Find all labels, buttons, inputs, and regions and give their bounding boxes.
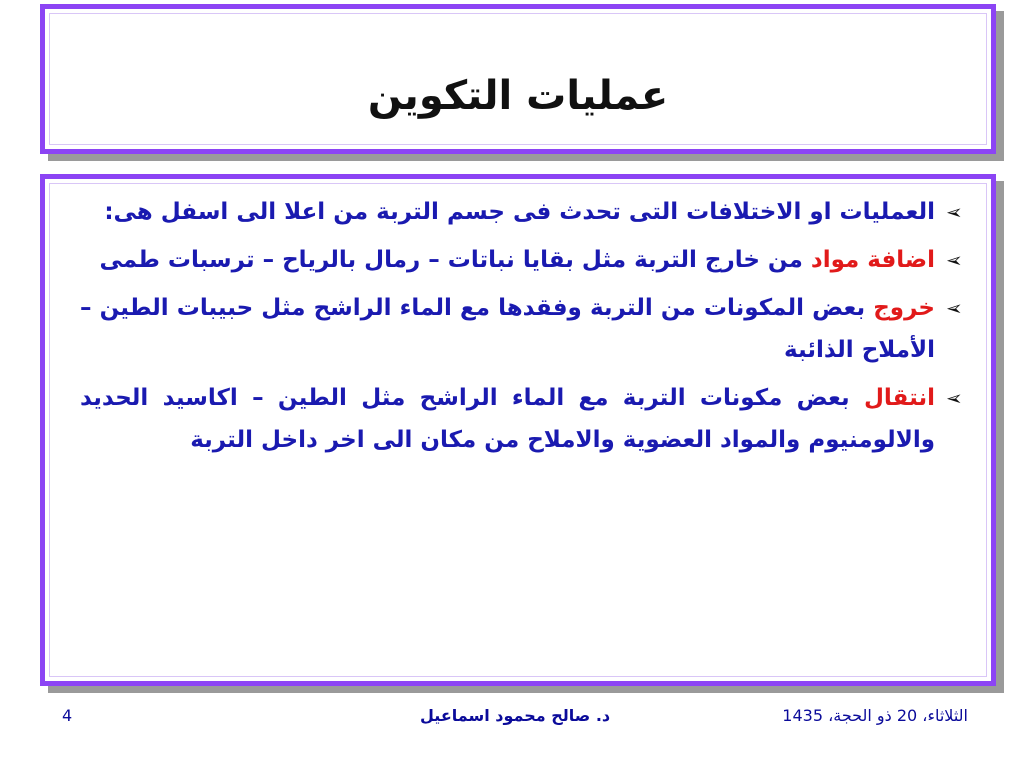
item-text: العمليات او الاختلافات التى تحدث فى جسم التربة من اعلا الى اسفل هى: bbox=[104, 199, 935, 225]
list-item bbox=[80, 239, 965, 281]
item-highlight: خروج bbox=[873, 295, 935, 321]
list-item bbox=[80, 287, 965, 371]
bullet-list bbox=[80, 191, 965, 467]
arrow-bullet-icon: ➢ bbox=[946, 386, 963, 410]
arrow-bullet-icon: ➢ bbox=[946, 248, 963, 272]
footer-page-number: 4 bbox=[62, 706, 73, 725]
footer-date: الثلاثاء، 20 ذو الحجة، 1435 bbox=[782, 706, 968, 725]
list-item bbox=[80, 191, 965, 233]
content-frame bbox=[40, 174, 996, 686]
slide-title: عمليات التكوين bbox=[367, 73, 669, 119]
item-text: بعض مكونات التربة مع الماء الراشح مثل الطين – اكاسيد الحديد والالومنيوم والمواد العضوية والاملاح من مكان الى اخر داخل التربة bbox=[80, 385, 935, 453]
arrow-bullet-icon: ➢ bbox=[946, 296, 963, 320]
item-highlight: اضافة مواد bbox=[810, 247, 935, 273]
item-text: من خارج التربة مثل بقايا نباتات – رمال بالرياح – ترسبات طمى bbox=[99, 247, 803, 273]
item-text: بعض المكونات من التربة وفقدها مع الماء الراشح مثل حبيبات الطين – الأملاح الذائبة bbox=[80, 295, 935, 363]
title-frame bbox=[40, 4, 996, 154]
arrow-bullet-icon: ➢ bbox=[946, 200, 963, 224]
item-highlight: انتقال bbox=[863, 385, 935, 411]
list-item bbox=[80, 377, 965, 461]
footer-author: د. صالح محمود اسماعيل bbox=[420, 706, 611, 725]
